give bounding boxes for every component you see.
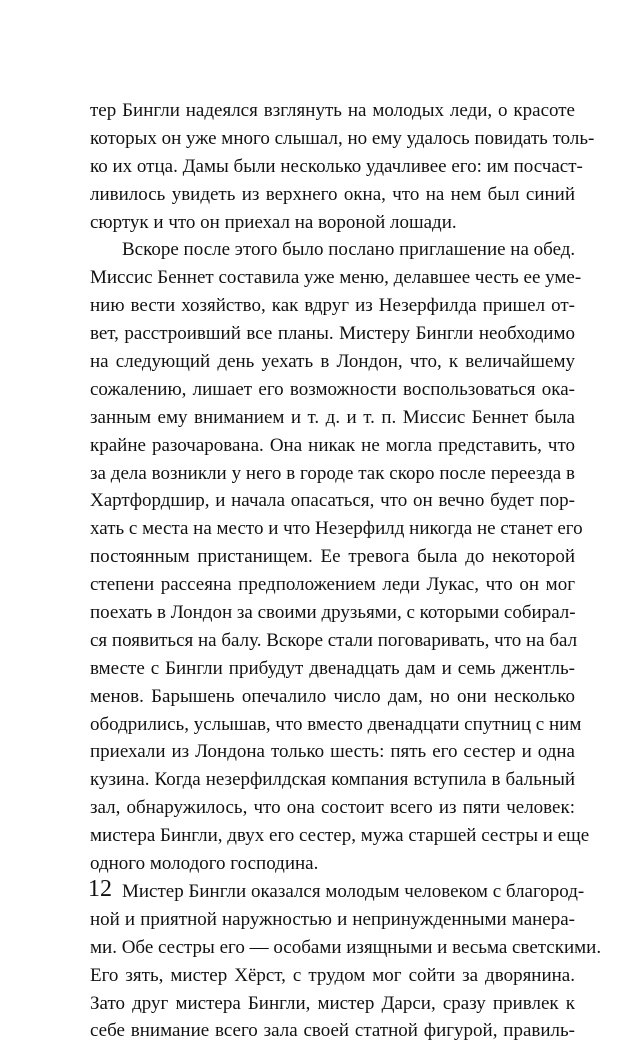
text-line: кузина. Когда незерфилдская компания вступила в бальный <box>90 769 575 791</box>
text-line: Хартфордшир, и начала опасаться, что он вечно будет пор- <box>90 490 575 512</box>
text-line: одного молодого господина. <box>90 853 319 875</box>
page-number: 12 <box>88 876 112 902</box>
text-line: за дела возникли у него в городе так скоро после переезда в <box>90 462 575 484</box>
text-line: Мистер Бингли оказался молодым человеком с благород- <box>122 880 585 902</box>
text-line: приехали из Лондона только шесть: пять его сестер и одна <box>90 741 575 763</box>
body-text <box>90 97 602 1045</box>
text-line: поехать в Лондон за своими друзьями, с которыми собирал- <box>90 602 576 624</box>
text-line: ся появиться на балу. Вскоре стали поговаривать, что на бал <box>90 629 578 651</box>
text-line: вместе с Бингли прибудут двенадцать дам и семь джентль- <box>90 657 575 679</box>
text-line: зал, обнаружилось, что она состоит всего из пяти человек: <box>90 797 575 819</box>
text-line: которых он уже много слышал, но ему удалось повидать толь- <box>90 127 595 149</box>
text-line: менов. Барышень опечалило число дам, но они несколько <box>90 685 575 707</box>
text-line: Его зять, мистер Хёрст, с трудом мог сойти за дворянина. <box>90 964 575 986</box>
text-line: сюртук и что он приехал на вороной лошади. <box>90 211 457 233</box>
text-line: ко их отца. Дамы были несколько удачливее его: им посчаст- <box>90 155 583 177</box>
text-line: вет, расстроивший все планы. Мистеру Бингли необходимо <box>90 323 575 345</box>
text-line: хать с места на место и что Незерфилд никогда не станет его <box>90 518 583 540</box>
text-line: мистера Бингли, двух его сестер, мужа старшей сестры и еще <box>90 825 590 847</box>
text-line: ной и приятной наружностью и непринужденными манера- <box>90 908 575 930</box>
text-line: на следующий день уехать в Лондон, что, к величайшему <box>90 351 575 373</box>
paragraph-1 <box>90 97 595 236</box>
text-line: ливилось увидеть из верхнего окна, что на нем был синий <box>90 183 575 205</box>
paragraph-2 <box>90 236 590 877</box>
text-line: Вскоре после этого было послано приглашение на обед. <box>122 239 576 261</box>
text-line: себе внимание всего зала своей статной фигурой, правиль- <box>90 1020 575 1042</box>
paragraph-3 <box>90 878 602 1045</box>
text-line: крайне разочарована. Она никак не могла представить, что <box>90 434 575 456</box>
text-line: сожалению, лишает его возможности воспользоваться ока- <box>90 378 575 400</box>
text-line: Зато друг мистера Бингли, мистер Дарси, сразу привлек к <box>90 992 575 1014</box>
text-line: Миссис Беннет составила уже меню, делавшее честь ее уме- <box>90 267 582 289</box>
text-line: постоянным пристанищем. Ее тревога была до некоторой <box>90 546 575 568</box>
text-line: занным ему вниманием и т. д. и т. п. Миссис Беннет была <box>90 406 575 428</box>
text-line: нию вести хозяйство, как вдруг из Незерфилда пришел от- <box>90 295 575 317</box>
text-line: тер Бингли надеялся взглянуть на молодых леди, о красоте <box>90 100 575 121</box>
text-line: ободрились, услышав, что вместо двенадцати спутниц с ним <box>90 713 582 735</box>
text-line: степени рассеяна предположением леди Лукас, что он мог <box>90 574 575 596</box>
text-line: ми. Обе сестры его — особами изящными и весьма светскими. <box>90 936 602 958</box>
